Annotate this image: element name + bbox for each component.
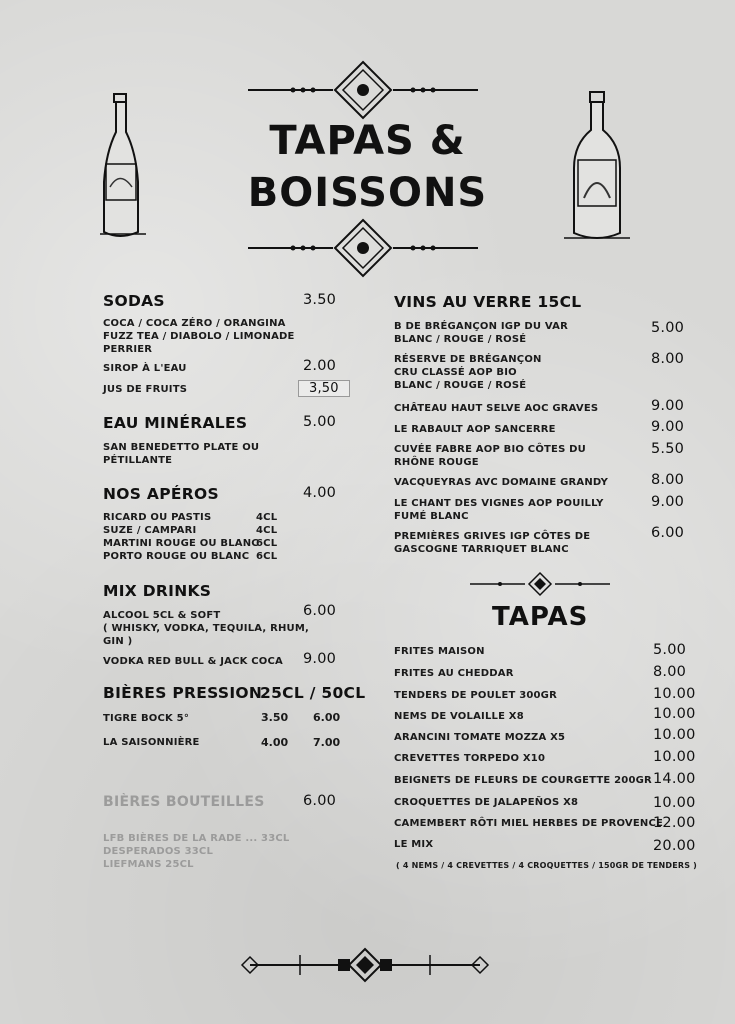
mix-price: 6.00 bbox=[303, 603, 337, 619]
vodka-label: VODKA RED BULL & JACK COCA bbox=[103, 656, 283, 667]
vin-item-line-3: BLANC / ROUGE / ROSÉ bbox=[394, 380, 527, 391]
apero-item-label: MARTINI ROUGE OU BLANC bbox=[103, 538, 259, 549]
tapas-item-label: NEMS DE VOLAILLE X8 bbox=[394, 711, 524, 722]
bouteilles-heading: BIÈRES BOUTEILLES bbox=[103, 794, 265, 810]
eau-line-2: PÉTILLANTE bbox=[103, 455, 173, 466]
bottom-ornament bbox=[240, 945, 490, 985]
tapas-item-label: CREVETTES TORPEDO X10 bbox=[394, 753, 546, 764]
wine-bottle-left-icon bbox=[96, 92, 156, 242]
vin-item-price: 5.00 bbox=[651, 320, 685, 336]
tapas-item-label: LE MIX bbox=[394, 839, 434, 850]
vin-item-price: 9.00 bbox=[651, 398, 685, 414]
page-title-line-1: TAPAS & bbox=[269, 118, 466, 164]
vin-item-line-1: VACQUEYRAS AVC DOMAINE GRANDY bbox=[394, 477, 609, 488]
wine-bottle-right-icon bbox=[562, 88, 632, 248]
apero-item-label: SUZE / CAMPARI bbox=[103, 525, 197, 536]
tapas-item-price: 10.00 bbox=[653, 686, 696, 702]
tapas-item-price: 10.00 bbox=[653, 749, 696, 765]
mix-heading: MIX DRINKS bbox=[103, 582, 212, 600]
pression-item-price-50: 7.00 bbox=[313, 736, 341, 749]
vin-item-line-1: B DE BRÉGANÇON IGP DU VAR bbox=[394, 321, 569, 332]
apero-item-size: 6CL bbox=[256, 538, 278, 549]
vin-item-line-1: RÉSERVE DE BRÉGANÇON bbox=[394, 354, 542, 365]
tapas-item-price: 20.00 bbox=[653, 838, 696, 854]
tapas-item-price: 10.00 bbox=[653, 795, 696, 811]
aperos-price: 4.00 bbox=[303, 485, 337, 501]
tapas-ornament bbox=[470, 572, 610, 596]
sirop-price: 2.00 bbox=[303, 358, 337, 374]
mix-line-1: ALCOOL 5CL & SOFT bbox=[103, 610, 221, 621]
sodas-list-line-3: PERRIER bbox=[103, 344, 153, 355]
tapas-item-price: 14.00 bbox=[653, 771, 696, 787]
pression-item-price-25: 3.50 bbox=[261, 711, 289, 724]
vin-item-price: 8.00 bbox=[651, 351, 685, 367]
apero-item-label: PORTO ROUGE OU BLANC bbox=[103, 551, 250, 562]
tapas-item-price: 10.00 bbox=[653, 706, 696, 722]
jus-price: 3,50 bbox=[298, 380, 350, 397]
tapas-item-label: TENDERS DE POULET 300GR bbox=[394, 690, 557, 701]
sodas-price: 3.50 bbox=[303, 292, 337, 308]
apero-item-size: 4CL bbox=[256, 512, 278, 523]
vin-item-line-1: LE CHANT DES VIGNES AOP POUILLY bbox=[394, 498, 604, 509]
aperos-heading: NOS APÉROS bbox=[103, 485, 219, 503]
bouteilles-line-1: LFB BIÈRES DE LA RADE ... 33CL bbox=[103, 833, 290, 844]
tapas-item-label: FRITES AU CHEDDAR bbox=[394, 668, 514, 679]
tapas-item-label: CAMEMBERT RÔTI MIEL HERBES DE PROVENCE bbox=[394, 818, 664, 829]
tapas-item-price: 5.00 bbox=[653, 642, 687, 658]
vins-heading: VINS AU VERRE 15CL bbox=[394, 293, 582, 311]
vin-item-line-1: LE RABAULT AOP SANCERRE bbox=[394, 424, 556, 435]
tapas-item-label: BEIGNETS DE FLEURS DE COURGETTE 200GR bbox=[394, 775, 652, 786]
tapas-item-price: 10.00 bbox=[653, 727, 696, 743]
pression-sizes: 25CL / 50CL bbox=[260, 684, 366, 702]
vodka-price: 9.00 bbox=[303, 651, 337, 667]
vin-item-line-2: FUMÉ BLANC bbox=[394, 511, 469, 522]
tapas-mix-detail: ( 4 NEMS / 4 CREVETTES / 4 CROQUETTES / 150GR DE TENDERS ) bbox=[396, 861, 698, 870]
vin-item-line-2: GASCOGNE TARRIQUET BLANC bbox=[394, 544, 569, 555]
sodas-heading: SODAS bbox=[103, 292, 165, 310]
pression-item-price-50: 6.00 bbox=[313, 711, 341, 724]
vin-item-line-1: CHÂTEAU HAUT SELVE AOC GRAVES bbox=[394, 403, 599, 414]
top-ornament bbox=[248, 60, 478, 120]
eau-line-1: SAN BENEDETTO PLATE OU bbox=[103, 442, 260, 453]
tapas-item-price: 8.00 bbox=[653, 664, 687, 680]
pression-item-label: LA SAISONNIÈRE bbox=[103, 737, 200, 748]
pression-item-price-25: 4.00 bbox=[261, 736, 289, 749]
sodas-list-line-1: COCA / COCA ZÉRO / ORANGINA bbox=[103, 318, 286, 329]
vin-item-line-1: CUVÉE FABRE AOP BIO CÔTES DU bbox=[394, 444, 586, 455]
vin-item-line-2: RHÔNE ROUGE bbox=[394, 457, 479, 468]
tapas-item-label: FRITES MAISON bbox=[394, 646, 485, 657]
tapas-item-label: ARANCINI TOMATE MOZZA X5 bbox=[394, 732, 566, 743]
vin-item-price: 9.00 bbox=[651, 494, 685, 510]
pression-heading: BIÈRES PRESSION bbox=[103, 684, 263, 702]
apero-item-size: 4CL bbox=[256, 525, 278, 536]
vin-item-line-1: PREMIÈRES GRIVES IGP CÔTES DE bbox=[394, 531, 591, 542]
tapas-item-price: 12.00 bbox=[653, 815, 696, 831]
bouteilles-line-2: DESPERADOS 33CL bbox=[103, 846, 214, 857]
tapas-item-label: CROQUETTES DE JALAPEÑOS X8 bbox=[394, 797, 579, 808]
eau-price: 5.00 bbox=[303, 414, 337, 430]
sirop-label: SIROP À L'EAU bbox=[103, 363, 187, 374]
vin-item-price: 9.00 bbox=[651, 419, 685, 435]
apero-item-size: 6CL bbox=[256, 551, 278, 562]
eau-heading: EAU MINÉRALES bbox=[103, 414, 248, 432]
vin-item-price: 8.00 bbox=[651, 472, 685, 488]
sodas-list-line-2: FUZZ TEA / DIABOLO / LIMONADE bbox=[103, 331, 295, 342]
jus-label: JUS DE FRUITS bbox=[103, 384, 188, 395]
apero-item-label: RICARD OU PASTIS bbox=[103, 512, 212, 523]
vin-item-price: 6.00 bbox=[651, 525, 685, 541]
page-title-line-2: BOISSONS bbox=[247, 170, 488, 216]
title-bottom-ornament bbox=[248, 218, 478, 278]
mix-line-2: ( WHISKY, VODKA, TEQUILA, RHUM, bbox=[103, 623, 310, 634]
pression-item-label: TIGRE BOCK 5° bbox=[103, 713, 190, 724]
vin-item-price: 5.50 bbox=[651, 441, 685, 457]
bouteilles-line-3: LIEFMANS 25CL bbox=[103, 859, 194, 870]
vin-item-line-2: CRU CLASSÉ AOP BIO bbox=[394, 367, 517, 378]
vin-item-line-2: BLANC / ROUGE / ROSÉ bbox=[394, 334, 527, 345]
tapas-heading: TAPAS bbox=[492, 602, 589, 632]
bouteilles-price: 6.00 bbox=[303, 793, 337, 809]
mix-line-3: GIN ) bbox=[103, 636, 133, 647]
